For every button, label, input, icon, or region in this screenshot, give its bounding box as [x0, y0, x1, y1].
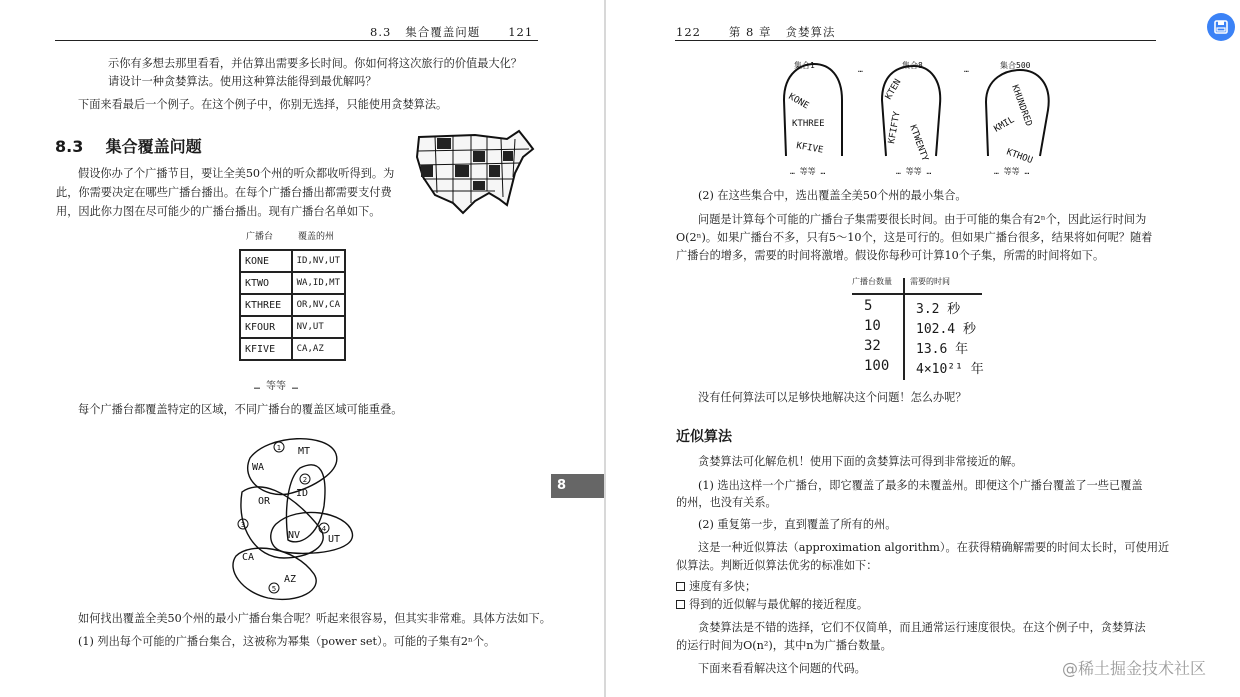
header-rule-right [675, 40, 1156, 41]
venn-station-number: 2 [302, 476, 308, 484]
station-row [240, 272, 345, 294]
right-page [606, 0, 1240, 697]
time-row-time: 102.4 秒 [916, 322, 976, 337]
venn-station-number: 4 [321, 525, 327, 533]
section-number: 8.3 [55, 137, 84, 156]
right-page-number: 122 [676, 25, 701, 39]
station-row [240, 316, 345, 338]
left-page [0, 0, 604, 697]
paragraph-overlap: 每个广播台都覆盖特定的区域，不同广播台的覆盖区域可能重叠。 [78, 403, 403, 416]
checkbox-icon [676, 582, 685, 591]
table-etc: … 等等 … [254, 381, 299, 392]
paragraph-approx-line-1: 这是一种近似算法（approximation algorithm）。在获得精确解需要的时间太长时，可使用近 [698, 541, 1170, 554]
set-station-item: KHUNDRED [1009, 83, 1034, 128]
set-station-item: KTHOU [1004, 147, 1034, 167]
paragraph-1-line-3: 用，因此你力图在尽可能少的广播台播出。现有广播台名单如下。 [56, 205, 381, 218]
time-row-count: 32 [864, 338, 881, 354]
station-row [240, 338, 345, 360]
venn-state-label: AZ [284, 574, 297, 585]
set-station-item: KTHREE [792, 119, 825, 129]
set-etc: … 等等 … [790, 167, 826, 176]
set-label: 集合1 [794, 61, 815, 70]
venn-state-label: WA [252, 462, 265, 473]
paragraph-problem-line-2: O(2ⁿ)。如果广播台不多，只有5～10个，这是可行的。但如果广播台很多，结果将如何呢？随着 [676, 231, 1153, 244]
set-station-item: KTWENTY [907, 123, 930, 163]
station-name-cell: KFIVE [240, 338, 292, 360]
floating-action-button[interactable] [1207, 13, 1235, 41]
set-station-item: KONE [786, 91, 811, 112]
paragraph-continued-1: 示你有多想去那里看看，并估算出需要多长时间。你如何将这次旅行的价值最大化？ [108, 57, 522, 70]
time-row-count: 10 [864, 318, 881, 334]
station-states-cell: ID,NV,UT [292, 250, 345, 272]
time-row [852, 298, 992, 318]
venn-state-label: UT [328, 534, 341, 545]
paragraph-1-line-2: 此，你需要决定在哪些广播台播出。在每个广播台播出都需要支付费 [56, 186, 392, 199]
checkbox-icon [676, 600, 685, 609]
station-name-cell: KTHREE [240, 294, 292, 316]
time-row-time: 13.6 年 [916, 342, 969, 357]
left-page-number: 121 [508, 25, 534, 39]
paragraph-step-1: (1) 列出每个可能的广播台集合，这被称为幂集（power set）。可能的子集有2ⁿ个。 [78, 635, 496, 648]
criteria-item [676, 595, 868, 615]
venn-state-label: CA [242, 552, 255, 563]
subsets-illustration [774, 56, 1064, 180]
header-section-title: 集合覆盖问题 [405, 25, 481, 39]
station-name-cell: KFOUR [240, 316, 292, 338]
us-map-illustration [415, 127, 540, 219]
paragraph-choice-line-1: 贪婪算法是不错的选择，它们不仅简单，而且通常运行速度很快。在这个例子中，贪婪算法 [698, 621, 1146, 634]
time-row [852, 318, 992, 338]
sets-ellipsis: … [858, 65, 863, 74]
set-etc: … 等等 … [896, 167, 932, 176]
sets-ellipsis: … [964, 65, 969, 74]
section-title: 集合覆盖问题 [105, 137, 202, 156]
time-row-time: 3.2 秒 [916, 302, 961, 317]
paragraph-question: 如何找出覆盖全美50个州的最小广播台集合呢？听起来很容易，但其实非常难。具体方法如下。 [78, 612, 551, 625]
time-row-count: 5 [864, 298, 873, 314]
time-row [852, 358, 992, 378]
paragraph-continued-2: 请设计一种贪婪算法。使用这种算法能得到最优解吗？ [108, 75, 377, 88]
paragraph-approx-step-1-line-1: (1) 选出这样一个广播台，即它覆盖了最多的未覆盖州。即便这个广播台覆盖了一些已覆盖 [698, 479, 1143, 492]
watermark: @稀土掘金技术社区 [1062, 659, 1207, 678]
venn-state-label: OR [258, 496, 271, 507]
criteria-text: 速度有多快； [689, 580, 757, 593]
right-running-header [676, 24, 836, 40]
venn-state-label: NV [288, 530, 301, 541]
set-etc: … 等等 … [994, 167, 1030, 176]
set-station-item: KTEN [883, 77, 904, 102]
time-row-count: 100 [864, 358, 890, 374]
venn-state-label: MT [298, 446, 311, 457]
set-station-item: KFIVE [795, 141, 824, 156]
time-table-hline [852, 293, 982, 295]
paragraph-approx-step-1-line-2: 的州，也没有关系。 [676, 496, 777, 509]
station-states-cell: WA,ID,MT [292, 272, 345, 294]
set-label: 集合500 [1000, 61, 1031, 70]
time-header-time: 需要的时间 [910, 277, 950, 286]
paragraph-no-algorithm: 没有任何算法可以足够快地解决这个问题！怎么办呢？ [698, 391, 967, 404]
station-states-cell: NV,UT [292, 316, 345, 338]
section-heading [55, 134, 202, 157]
set-label: 集合8 [902, 61, 923, 70]
criteria-text: 得到的近似解与最优解的接近程度。 [689, 598, 869, 611]
set-station-item: KFIFTY [887, 110, 903, 145]
table-header-station: 广播台 [246, 232, 274, 242]
time-header-count: 广播台数量 [852, 277, 892, 286]
save-panel-icon [1207, 13, 1235, 41]
coverage-venn-diagram [228, 428, 370, 606]
paragraph-approx-line-2: 似算法。判断近似算法优劣的标准如下： [676, 559, 878, 572]
paragraph-step-2: (2) 在这些集合中，选出覆盖全美50个州的最小集合。 [698, 189, 967, 202]
venn-station-number: 5 [271, 585, 277, 593]
paragraph-intro: 下面来看最后一个例子。在这个例子中，你别无选择，只能使用贪婪算法。 [78, 98, 448, 111]
station-table [239, 249, 346, 361]
paragraph-greedy-rescue: 贪婪算法可化解危机！使用下面的贪婪算法可得到非常接近的解。 [698, 455, 1023, 468]
paragraph-approx-step-2: (2) 重复第一步，直到覆盖了所有的州。 [698, 518, 897, 531]
time-row [852, 338, 992, 358]
time-row-time: 4×10²¹ 年 [916, 362, 984, 377]
approx-heading: 近似算法 [676, 429, 732, 445]
station-states-cell: OR,NV,CA [292, 294, 345, 316]
station-name-cell: KONE [240, 250, 292, 272]
venn-station-number: 1 [276, 444, 282, 452]
station-row [240, 294, 345, 316]
paragraph-problem-line-1: 问题是计算每个可能的广播台子集需要很长时间。由于可能的集合有2ⁿ个，因此运行时间为 [698, 213, 1147, 226]
table-header-states: 覆盖的州 [298, 232, 335, 242]
paragraph-choice-line-2: 的运行时间为O(n²)，其中n为广播台数量。 [676, 639, 892, 652]
station-name-cell: KTWO [240, 272, 292, 294]
station-row [240, 250, 345, 272]
station-states-cell: CA,AZ [292, 338, 345, 360]
venn-station-number: 3 [240, 521, 246, 529]
header-chapter: 第 8 章 [728, 25, 772, 39]
header-chapter-title: 贪婪算法 [785, 25, 836, 39]
set-station-item: KMIL [992, 115, 1017, 135]
criteria-item [676, 577, 756, 597]
header-rule [55, 40, 538, 41]
chapter-tab[interactable]: 8 [551, 474, 605, 498]
left-running-header [370, 24, 533, 40]
paragraph-next: 下面来看看解决这个问题的代码。 [698, 662, 866, 675]
venn-state-label: ID [296, 488, 309, 499]
paragraph-1-line-1: 假设你办了个广播节目，要让全美50个州的听众都收听得到。为 [78, 167, 395, 180]
paragraph-problem-line-3: 广播台的增多，需要的时间将激增。假设你每秒可计算10个子集，所需的时间将如下。 [676, 249, 1105, 262]
header-section-number: 8.3 [370, 25, 392, 39]
